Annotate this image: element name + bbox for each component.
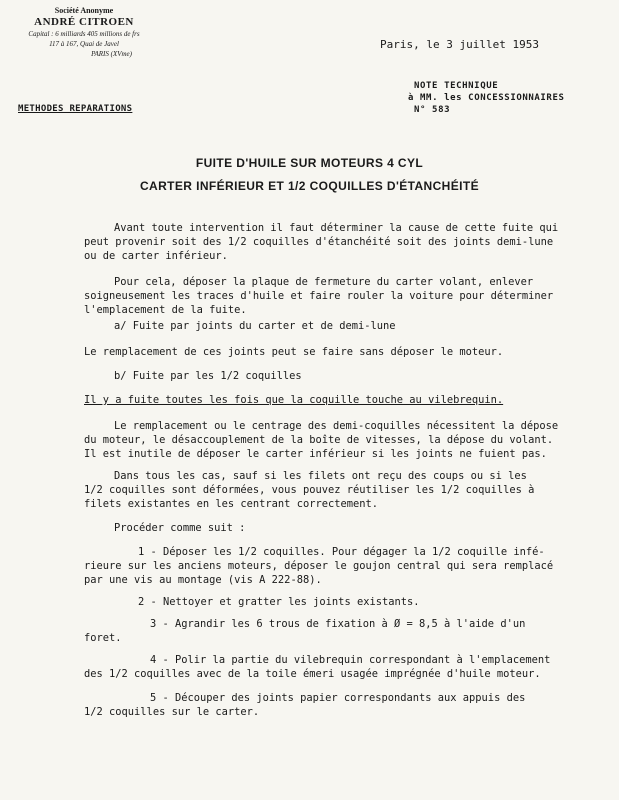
body-line: 2 - Nettoyer et gratter les joints existants. xyxy=(138,596,420,608)
department-label: METHODES REPARATIONS xyxy=(18,104,133,114)
body-line: rieure sur les anciens moteurs, déposer le goujon central qui sera remplacé xyxy=(84,560,554,572)
body-line: l'emplacement de la fuite. xyxy=(84,304,247,316)
body-line: peut provenir soit des 1/2 coquilles d'étanchéité soit des joints demi-lune xyxy=(84,236,554,248)
body-line: 4 - Polir la partie du vilebrequin correspondant à l'emplacement xyxy=(150,654,551,666)
body-line: 3 - Agrandir les 6 trous de fixation à Ø = 8,5 à l'aide d'un xyxy=(150,618,526,630)
body-line: filets existantes en les centrant correctement. xyxy=(84,498,379,510)
body-line: Avant toute intervention il faut déterminer la cause de cette fuite qui xyxy=(114,222,559,234)
body-line: Dans tous les cas, sauf si les filets ont reçu des coups ou si les xyxy=(114,470,527,482)
body-line: a/ Fuite par joints du carter et de demi-lune xyxy=(114,320,396,332)
company-city: PARIS (XVme) xyxy=(91,50,132,58)
body-line: Le remplacement ou le centrage des demi-coquilles nécessitent la dépose xyxy=(114,420,559,432)
body-line: foret. xyxy=(84,632,122,644)
body-line: soigneusement les traces d'huile et faire rouler la voiture pour déterminer xyxy=(84,290,554,302)
body-line: Il est inutile de déposer le carter inférieur si les joints ne fuient pas. xyxy=(84,448,547,460)
body-line: par une vis au montage (vis A 222-88). xyxy=(84,574,322,586)
body-line: 1 - Déposer les 1/2 coquilles. Pour dégager la 1/2 coquille infé- xyxy=(138,546,545,558)
document-title-line1: FUITE D'HUILE SUR MOTEURS 4 CYL xyxy=(195,156,424,170)
body-line: Pour cela, déposer la plaque de fermeture du carter volant, enlever xyxy=(114,276,534,288)
note-label: NOTE TECHNIQUE xyxy=(414,81,499,91)
company-type: Société Anonyme xyxy=(54,6,114,15)
body-line: du moteur, le désaccouplement de la boîte de vitesses, la dépose du volant. xyxy=(84,434,554,446)
body-line: ou de carter inférieur. xyxy=(84,250,228,262)
document-title-line2: CARTER INFÉRIEUR ET 1/2 COQUILLES D'ÉTANCHÉITÉ xyxy=(139,179,480,193)
note-recipients: à MM. les CONCESSIONNAIRES xyxy=(408,93,565,103)
company-letterhead xyxy=(18,6,150,59)
body-line: 5 - Découper des joints papier correspondants aux appuis des xyxy=(150,692,526,704)
body-line: Procéder comme suit : xyxy=(114,522,246,534)
note-number: N° 583 xyxy=(414,105,451,115)
body-line: 1/2 coquilles sur le carter. xyxy=(84,706,260,718)
company-street: 117 à 167, Quai de Javel xyxy=(49,40,119,48)
body-line: b/ Fuite par les 1/2 coquilles xyxy=(114,370,302,382)
date-line: Paris, le 3 juillet 1953 xyxy=(380,38,539,51)
body-line: des 1/2 coquilles avec de la toile émeri usagée imprégnée d'huile moteur. xyxy=(84,668,541,680)
company-name: ANDRÉ CITROEN xyxy=(34,16,134,28)
body-line: 1/2 coquilles sont déformées, vous pouvez réutiliser les 1/2 coquilles à xyxy=(84,484,535,496)
technical-note-header xyxy=(408,80,564,116)
body-line: Le remplacement de ces joints peut se faire sans déposer le moteur. xyxy=(84,346,504,358)
company-capital: Capital : 6 milliards 405 millions de frs xyxy=(28,30,140,38)
body-line-emphasis: Il y a fuite toutes les fois que la coquille touche au vilebrequin. xyxy=(84,394,504,406)
